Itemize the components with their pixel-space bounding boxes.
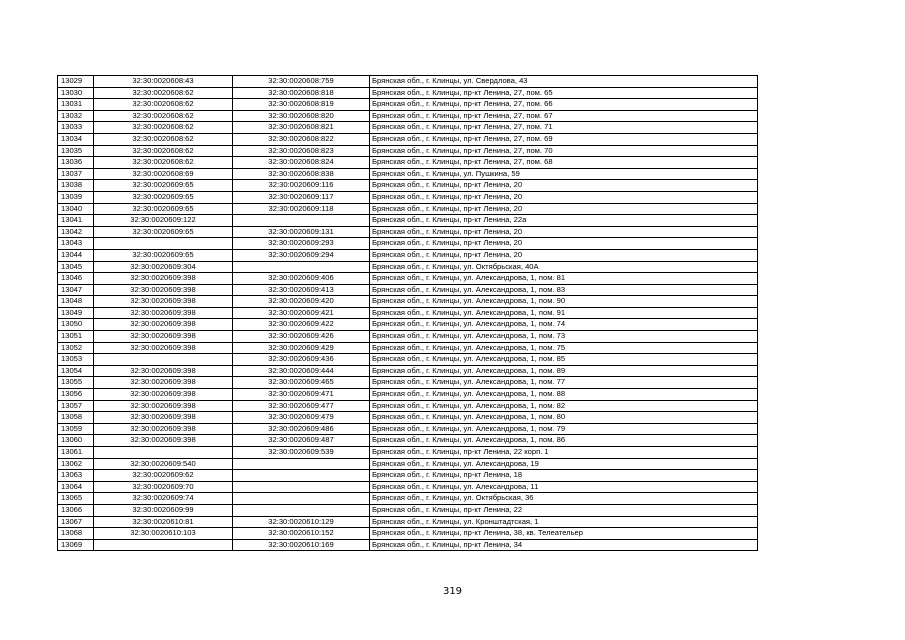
address-cell: Брянская обл., г. Клинцы, ул. Александрова, 1, пом. 75: [370, 342, 758, 354]
row-number: 13043: [58, 238, 94, 250]
object-cadastral-number: [233, 261, 370, 273]
address-cell: Брянская обл., г. Клинцы, ул. Александрова, 1, пом. 82: [370, 400, 758, 412]
parcel-cadastral-number: 32:30:0020609:65: [94, 180, 233, 192]
object-cadastral-number: 32:30:0020609:477: [233, 400, 370, 412]
address-cell: Брянская обл., г. Клинцы, ул. Кронштадтская, 1: [370, 516, 758, 528]
row-number: 13039: [58, 191, 94, 203]
address-cell: Брянская обл., г. Клинцы, ул. Октябрьская, 40А: [370, 261, 758, 273]
table-row: [58, 168, 758, 180]
parcel-cadastral-number: 32:30:0020608:62: [94, 122, 233, 134]
row-number: 13056: [58, 389, 94, 401]
address-cell: Брянская обл., г. Клинцы, ул. Александрова, 11: [370, 481, 758, 493]
row-number: 13064: [58, 481, 94, 493]
parcel-cadastral-number: 32:30:0020609:65: [94, 249, 233, 261]
object-cadastral-number: 32:30:0020609:420: [233, 296, 370, 308]
parcel-cadastral-number: [94, 354, 233, 366]
object-cadastral-number: 32:30:0020609:293: [233, 238, 370, 250]
object-cadastral-number: [233, 493, 370, 505]
address-cell: Брянская обл., г. Клинцы, ул. Александрова, 1, пом. 73: [370, 331, 758, 343]
row-number: 13058: [58, 412, 94, 424]
object-cadastral-number: 32:30:0020608:822: [233, 133, 370, 145]
object-cadastral-number: 32:30:0020609:413: [233, 284, 370, 296]
object-cadastral-number: [233, 215, 370, 227]
table-row: [58, 481, 758, 493]
parcel-cadastral-number: [94, 447, 233, 459]
table-row: [58, 238, 758, 250]
address-cell: Брянская обл., г. Клинцы, пр-кт Ленина, 22 корп. 1: [370, 447, 758, 459]
table-row: [58, 261, 758, 273]
object-cadastral-number: 32:30:0020608:838: [233, 168, 370, 180]
table-row: [58, 539, 758, 551]
table-row: [58, 504, 758, 516]
parcel-cadastral-number: 32:30:0020609:122: [94, 215, 233, 227]
address-cell: Брянская обл., г. Клинцы, пр-кт Ленина, 34: [370, 539, 758, 551]
address-cell: Брянская обл., г. Клинцы, ул. Александрова, 1, пом. 77: [370, 377, 758, 389]
parcel-cadastral-number: 32:30:0020609:398: [94, 273, 233, 285]
table-row: [58, 226, 758, 238]
address-cell: Брянская обл., г. Клинцы, пр-кт Ленина, 27, пом. 68: [370, 157, 758, 169]
table-row: [58, 516, 758, 528]
table-row: [58, 307, 758, 319]
table-row: [58, 145, 758, 157]
row-number: 13061: [58, 447, 94, 459]
row-number: 13032: [58, 110, 94, 122]
row-number: 13037: [58, 168, 94, 180]
table-row: [58, 249, 758, 261]
table-row: [58, 133, 758, 145]
row-number: 13040: [58, 203, 94, 215]
address-cell: Брянская обл., г. Клинцы, пр-кт Ленина, 20: [370, 238, 758, 250]
object-cadastral-number: 32:30:0020609:426: [233, 331, 370, 343]
object-cadastral-number: [233, 470, 370, 482]
table-row: [58, 180, 758, 192]
table-row: [58, 110, 758, 122]
address-cell: Брянская обл., г. Клинцы, пр-кт Ленина, 27, пом. 70: [370, 145, 758, 157]
parcel-cadastral-number: 32:30:0020609:62: [94, 470, 233, 482]
parcel-cadastral-number: 32:30:0020609:398: [94, 389, 233, 401]
parcel-cadastral-number: 32:30:0020609:398: [94, 342, 233, 354]
row-number: 13069: [58, 539, 94, 551]
object-cadastral-number: 32:30:0020609:479: [233, 412, 370, 424]
object-cadastral-number: 32:30:0020610:129: [233, 516, 370, 528]
parcel-cadastral-number: 32:30:0020608:62: [94, 99, 233, 111]
parcel-cadastral-number: 32:30:0020610:81: [94, 516, 233, 528]
object-cadastral-number: 32:30:0020608:824: [233, 157, 370, 169]
table-row: [58, 423, 758, 435]
row-number: 13045: [58, 261, 94, 273]
object-cadastral-number: 32:30:0020609:539: [233, 447, 370, 459]
address-cell: Брянская обл., г. Клинцы, пр-кт Ленина, 27, пом. 66: [370, 99, 758, 111]
row-number: 13050: [58, 319, 94, 331]
object-cadastral-number: 32:30:0020608:759: [233, 76, 370, 88]
table-row: [58, 122, 758, 134]
row-number: 13030: [58, 87, 94, 99]
address-cell: Брянская обл., г. Клинцы, ул. Александрова, 1, пом. 86: [370, 435, 758, 447]
row-number: 13048: [58, 296, 94, 308]
address-cell: Брянская обл., г. Клинцы, пр-кт Ленина, 27, пом. 65: [370, 87, 758, 99]
object-cadastral-number: 32:30:0020609:118: [233, 203, 370, 215]
address-cell: Брянская обл., г. Клинцы, пр-кт Ленина, 22а: [370, 215, 758, 227]
object-cadastral-number: 32:30:0020610:152: [233, 528, 370, 540]
table-row: [58, 354, 758, 366]
object-cadastral-number: 32:30:0020609:131: [233, 226, 370, 238]
object-cadastral-number: 32:30:0020608:823: [233, 145, 370, 157]
table-row: [58, 284, 758, 296]
object-cadastral-number: 32:30:0020609:429: [233, 342, 370, 354]
cadastral-table: [57, 75, 758, 551]
parcel-cadastral-number: [94, 539, 233, 551]
row-number: 13052: [58, 342, 94, 354]
address-cell: Брянская обл., г. Клинцы, ул. Пушкина, 59: [370, 168, 758, 180]
parcel-cadastral-number: 32:30:0020609:398: [94, 319, 233, 331]
parcel-cadastral-number: 32:30:0020609:304: [94, 261, 233, 273]
row-number: 13049: [58, 307, 94, 319]
object-cadastral-number: 32:30:0020608:820: [233, 110, 370, 122]
parcel-cadastral-number: 32:30:0020609:74: [94, 493, 233, 505]
row-number: 13051: [58, 331, 94, 343]
row-number: 13042: [58, 226, 94, 238]
parcel-cadastral-number: 32:30:0020609:70: [94, 481, 233, 493]
row-number: 13047: [58, 284, 94, 296]
table-row: [58, 342, 758, 354]
row-number: 13059: [58, 423, 94, 435]
object-cadastral-number: 32:30:0020608:818: [233, 87, 370, 99]
table-row: [58, 447, 758, 459]
table-row: [58, 389, 758, 401]
parcel-cadastral-number: 32:30:0020609:65: [94, 226, 233, 238]
parcel-cadastral-number: 32:30:0020609:398: [94, 400, 233, 412]
parcel-cadastral-number: 32:30:0020610:103: [94, 528, 233, 540]
page-number: 319: [442, 586, 463, 597]
row-number: 13035: [58, 145, 94, 157]
table-row: [58, 215, 758, 227]
object-cadastral-number: [233, 481, 370, 493]
parcel-cadastral-number: 32:30:0020608:62: [94, 145, 233, 157]
object-cadastral-number: 32:30:0020609:486: [233, 423, 370, 435]
object-cadastral-number: 32:30:0020609:116: [233, 180, 370, 192]
row-number: 13046: [58, 273, 94, 285]
address-cell: Брянская обл., г. Клинцы, ул. Александрова, 1, пом. 81: [370, 273, 758, 285]
parcel-cadastral-number: 32:30:0020609:398: [94, 307, 233, 319]
row-number: 13065: [58, 493, 94, 505]
table-row: [58, 458, 758, 470]
table-row: [58, 493, 758, 505]
address-cell: Брянская обл., г. Клинцы, ул. Александрова, 1, пом. 91: [370, 307, 758, 319]
parcel-cadastral-number: 32:30:0020608:69: [94, 168, 233, 180]
parcel-cadastral-number: 32:30:0020609:398: [94, 284, 233, 296]
address-cell: Брянская обл., г. Клинцы, пр-кт Ленина, 20: [370, 226, 758, 238]
parcel-cadastral-number: 32:30:0020609:398: [94, 435, 233, 447]
parcel-cadastral-number: 32:30:0020608:62: [94, 87, 233, 99]
parcel-cadastral-number: 32:30:0020609:398: [94, 423, 233, 435]
row-number: 13062: [58, 458, 94, 470]
parcel-cadastral-number: 32:30:0020609:99: [94, 504, 233, 516]
object-cadastral-number: 32:30:0020608:819: [233, 99, 370, 111]
object-cadastral-number: 32:30:0020609:436: [233, 354, 370, 366]
address-cell: Брянская обл., г. Клинцы, ул. Александрова, 1, пом. 80: [370, 412, 758, 424]
parcel-cadastral-number: 32:30:0020608:62: [94, 133, 233, 145]
table-row: [58, 273, 758, 285]
row-number: 13038: [58, 180, 94, 192]
parcel-cadastral-number: 32:30:0020608:62: [94, 157, 233, 169]
parcel-cadastral-number: 32:30:0020608:62: [94, 110, 233, 122]
address-cell: Брянская обл., г. Клинцы, пр-кт Ленина, 20: [370, 249, 758, 261]
object-cadastral-number: 32:30:0020609:487: [233, 435, 370, 447]
table-row: [58, 400, 758, 412]
object-cadastral-number: 32:30:0020609:422: [233, 319, 370, 331]
parcel-cadastral-number: 32:30:0020609:398: [94, 377, 233, 389]
table-row: [58, 203, 758, 215]
object-cadastral-number: 32:30:0020608:821: [233, 122, 370, 134]
address-cell: Брянская обл., г. Клинцы, пр-кт Ленина, 27, пом. 67: [370, 110, 758, 122]
parcel-cadastral-number: 32:30:0020609:540: [94, 458, 233, 470]
address-cell: Брянская обл., г. Клинцы, пр-кт Ленина, 18: [370, 470, 758, 482]
row-number: 13055: [58, 377, 94, 389]
parcel-cadastral-number: 32:30:0020609:65: [94, 191, 233, 203]
row-number: 13053: [58, 354, 94, 366]
address-cell: Брянская обл., г. Клинцы, ул. Александрова, 1, пом. 83: [370, 284, 758, 296]
parcel-cadastral-number: 32:30:0020609:398: [94, 296, 233, 308]
row-number: 13067: [58, 516, 94, 528]
address-cell: Брянская обл., г. Клинцы, ул. Октябрьская, 36: [370, 493, 758, 505]
object-cadastral-number: 32:30:0020609:471: [233, 389, 370, 401]
object-cadastral-number: 32:30:0020610:169: [233, 539, 370, 551]
table-row: [58, 76, 758, 88]
table-row: [58, 191, 758, 203]
object-cadastral-number: 32:30:0020609:117: [233, 191, 370, 203]
address-cell: Брянская обл., г. Клинцы, ул. Александрова, 1, пом. 88: [370, 389, 758, 401]
table-row: [58, 319, 758, 331]
address-cell: Брянская обл., г. Клинцы, пр-кт Ленина, 38, кв. Телеательер: [370, 528, 758, 540]
object-cadastral-number: [233, 504, 370, 516]
row-number: 13036: [58, 157, 94, 169]
row-number: 13041: [58, 215, 94, 227]
row-number: 13057: [58, 400, 94, 412]
address-cell: Брянская обл., г. Клинцы, ул. Александрова, 1, пом. 89: [370, 365, 758, 377]
parcel-cadastral-number: 32:30:0020608:43: [94, 76, 233, 88]
table-row: [58, 87, 758, 99]
row-number: 13066: [58, 504, 94, 516]
table-row: [58, 470, 758, 482]
table-row: [58, 296, 758, 308]
row-number: 13063: [58, 470, 94, 482]
address-cell: Брянская обл., г. Клинцы, ул. Александрова, 1, пом. 85: [370, 354, 758, 366]
address-cell: Брянская обл., г. Клинцы, пр-кт Ленина, 27, пом. 69: [370, 133, 758, 145]
parcel-cadastral-number: 32:30:0020609:65: [94, 203, 233, 215]
row-number: 13034: [58, 133, 94, 145]
address-cell: Брянская обл., г. Клинцы, ул. Александрова, 1, пом. 90: [370, 296, 758, 308]
table-row: [58, 331, 758, 343]
table-row: [58, 365, 758, 377]
address-cell: Брянская обл., г. Клинцы, пр-кт Ленина, 20: [370, 180, 758, 192]
table-row: [58, 528, 758, 540]
object-cadastral-number: 32:30:0020609:406: [233, 273, 370, 285]
object-cadastral-number: 32:30:0020609:421: [233, 307, 370, 319]
table-row: [58, 99, 758, 111]
row-number: 13060: [58, 435, 94, 447]
table-body: [58, 76, 758, 551]
row-number: 13031: [58, 99, 94, 111]
address-cell: Брянская обл., г. Клинцы, ул. Александрова, 1, пом. 74: [370, 319, 758, 331]
object-cadastral-number: 32:30:0020609:465: [233, 377, 370, 389]
object-cadastral-number: 32:30:0020609:294: [233, 249, 370, 261]
table-row: [58, 377, 758, 389]
row-number: 13054: [58, 365, 94, 377]
table-row: [58, 412, 758, 424]
parcel-cadastral-number: 32:30:0020609:398: [94, 331, 233, 343]
address-cell: Брянская обл., г. Клинцы, ул. Александрова, 19: [370, 458, 758, 470]
row-number: 13044: [58, 249, 94, 261]
object-cadastral-number: 32:30:0020609:444: [233, 365, 370, 377]
address-cell: Брянская обл., г. Клинцы, ул. Александрова, 1, пом. 79: [370, 423, 758, 435]
address-cell: Брянская обл., г. Клинцы, пр-кт Ленина, 20: [370, 191, 758, 203]
parcel-cadastral-number: [94, 238, 233, 250]
table-row: [58, 435, 758, 447]
row-number: 13033: [58, 122, 94, 134]
table-row: [58, 157, 758, 169]
object-cadastral-number: [233, 458, 370, 470]
parcel-cadastral-number: 32:30:0020609:398: [94, 412, 233, 424]
address-cell: Брянская обл., г. Клинцы, пр-кт Ленина, 22: [370, 504, 758, 516]
address-cell: Брянская обл., г. Клинцы, пр-кт Ленина, 27, пом. 71: [370, 122, 758, 134]
address-cell: Брянская обл., г. Клинцы, ул. Свердлова, 43: [370, 76, 758, 88]
parcel-cadastral-number: 32:30:0020609:398: [94, 365, 233, 377]
row-number: 13068: [58, 528, 94, 540]
row-number: 13029: [58, 76, 94, 88]
address-cell: Брянская обл., г. Клинцы, пр-кт Ленина, 20: [370, 203, 758, 215]
